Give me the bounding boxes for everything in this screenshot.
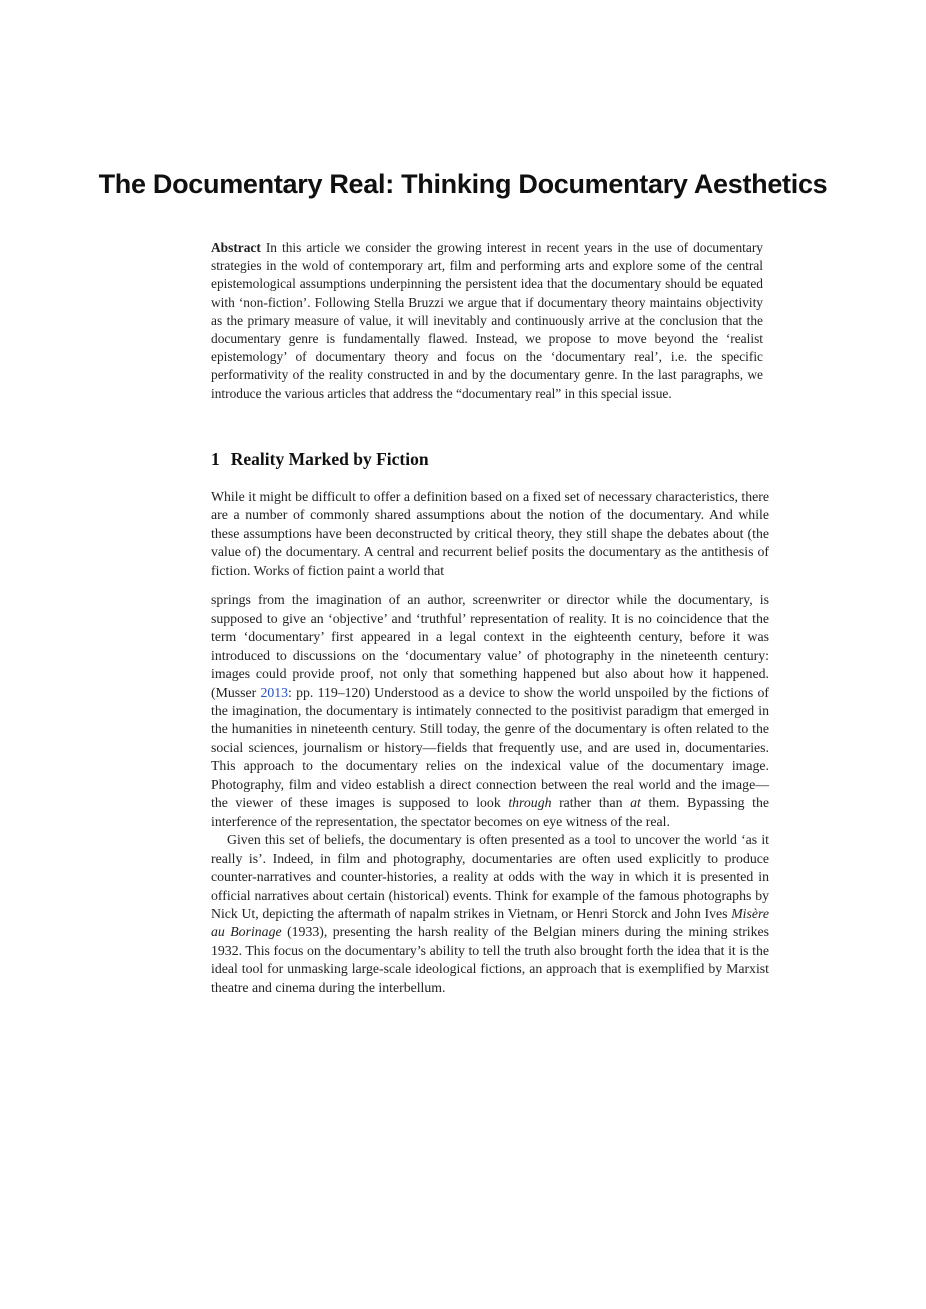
page-title: The Documentary Real: Thinking Documentary Aesthetics — [98, 169, 828, 200]
section-number: 1 — [211, 449, 220, 469]
body-paragraph — [211, 591, 769, 831]
body-paragraph — [211, 831, 769, 997]
abstract-text: In this article we consider the growing interest in recent years in the use of documentary strategies in the wold of contemporary art, film and performing arts and explore some of the central epistemological assumptions underpinning the persistent idea that the documentary should be equated with ‘non-fiction’. Following Stella Bruzzi we argue that if documentary theory maintains objectivity as the primary measure of value, it will inevitably and continuously arrive at the conclusion that the documentary genre is fundamentally flawed. Instead, we propose to move beyond the ‘realist epistemology’ of documentary theory and focus on the ‘documentary real’, i.e. the specific performativity of the reality constructed in and by the documentary genre. In the last paragraphs, we introduce the various articles that address the “documentary real” in this special issue. — [211, 240, 763, 401]
citation-link[interactable]: 2013 — [260, 684, 289, 700]
text-run: them. Bypassing the interference of the representation, the spectator becomes on eye witness of the real. — [211, 795, 769, 829]
text-run: Given this set of beliefs, the documentary is often presented as a tool to uncover the world ‘as it really is’. Indeed, in film and photography, documentaries are often used explicitly to produce counter-narratives and counter-histories, a reality at odds with the way in which it is presented in official narratives about certain (historical) events. Think for example of the famous photographs by Nick Ut, depicting the aftermath of napalm strikes in Vietnam, or Henri Storck and John Ives — [211, 832, 769, 921]
text-run: springs from the imagination of an author, screenwriter or director while the documentary, is supposed to give an ‘objective’ and ‘truthful’ representation of reality. It is no coincidence that the term ‘documentary’ first appeared in a legal context in the eighteenth century, before it was introduced to discussions on the ‘documentary value’ of photography in the nineteenth century: images could provide proof, not only that something happened but also about how it happened. (Musser — [211, 592, 769, 700]
text-run: (1933), presenting the harsh reality of the Belgian miners during the mining strikes 1932. This focus on the documentary’s ability to tell the truth also brought forth the idea that it is the ideal tool for unmasking large-scale ideological fictions, an approach that is exemplified by Marxist theatre and cinema during the interbellum. — [211, 924, 770, 995]
abstract — [211, 239, 763, 403]
abstract-label: Abstract — [211, 240, 261, 255]
body-paragraph — [211, 488, 769, 580]
section-title: Reality Marked by Fiction — [230, 449, 429, 469]
italic-text: at — [630, 795, 641, 811]
text-run: : pp. 119–120) Understood as a device to show the world unspoiled by the fictions of the imagination, the documentary is intimately connected to the positivist paradigm that emerged in the humanities in nineteenth century. Still today, the genre of the documentary is often related to the social sciences, journalism or history—fields that frequently use, and are used in, documentaries. This approach to the documentary relies on the indexical value of the documentary image. Photography, film and video establish a direct connection between the real world and the image—the viewer of these images is supposed to look — [211, 684, 769, 811]
section-heading — [211, 449, 429, 470]
text-run: rather than — [551, 795, 631, 811]
text-run: While it might be difficult to offer a definition based on a fixed set of necessary characteristics, there are a number of commonly shared assumptions about the notion of the documentary. And while these assumptions have been deconstructed by critical theory, they still shape the debates about (the value of) the documentary. A central and recurrent belief posits the documentary as the antithesis of fiction. Works of fiction paint a world that — [211, 489, 769, 578]
italic-text: through — [508, 795, 552, 811]
italic-text: Misère au Borinage — [211, 905, 769, 940]
article-body — [211, 488, 769, 997]
